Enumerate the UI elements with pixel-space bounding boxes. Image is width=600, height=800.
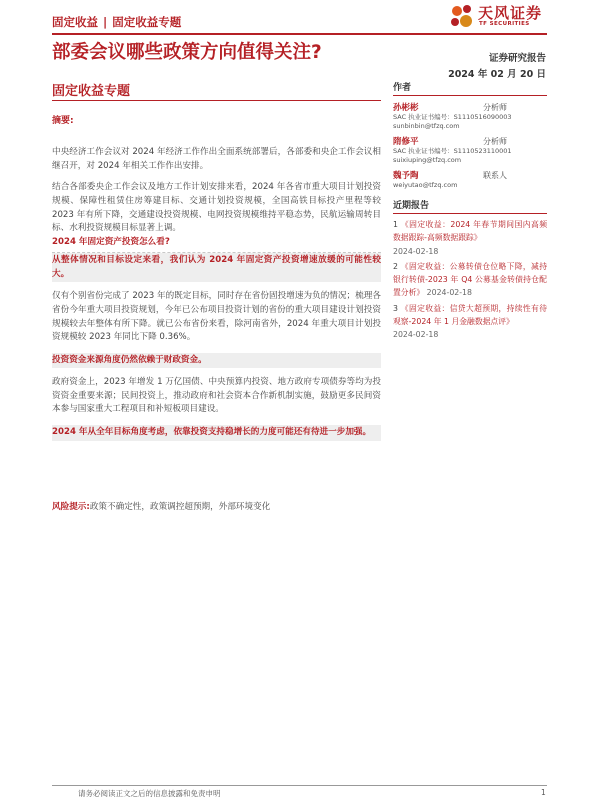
author-name: 孙彬彬 bbox=[393, 103, 419, 113]
brand-name-cn: 天风证券 bbox=[478, 4, 543, 22]
breadcrumb-separator: | bbox=[103, 15, 108, 29]
tf-logo-mark-icon bbox=[448, 3, 476, 31]
recent-report-date: 2024-02-18 bbox=[426, 288, 472, 298]
author-role: 联系人 bbox=[483, 170, 507, 180]
highlight-conclusion-1: 从整体情况和目标设定来看，我们认为 2024 年固定资产投资增速放缓的可能性较大。 bbox=[52, 253, 381, 282]
recent-reports-heading: 近期报告 bbox=[393, 201, 430, 211]
authors-heading: 作者 bbox=[393, 83, 412, 93]
recent-report-item[interactable] bbox=[393, 260, 547, 300]
abstract-paragraph-2: 结合各部委央企工作会议及地方工作计划安排来看，2024 年各省市重大项目计划投资规模、保障性租赁住房筹建目标、交通计划投资规模，全国高铁目标投产里程等较 2023 年有所下降，交通建设投资规模、电网投资规模维持平稳态势，民航运输周转目标、水利投资规模目标显著上调。 bbox=[52, 182, 381, 234]
footer-disclaimer: 请务必阅读正文之后的信息披露和免责申明 bbox=[78, 789, 221, 798]
report-subject: 固定收益专题 bbox=[52, 84, 131, 99]
author-cert: SAC 执业证书编号：S1110516090003 bbox=[393, 113, 512, 121]
abstract-label: 摘要: bbox=[52, 116, 74, 126]
author-cert: SAC 执业证书编号：S1110523110001 bbox=[393, 146, 512, 155]
breadcrumb-subcategory: 固定收益专题 bbox=[112, 15, 182, 29]
section-question: 2024 年固定资产投资怎么看? bbox=[52, 236, 381, 254]
recent-report-number: 2 bbox=[393, 261, 398, 271]
author-name: 魏予陶 bbox=[393, 170, 419, 181]
abstract-body bbox=[52, 104, 381, 441]
highlight-conclusion-3: 2024 年从全年目标角度考虑，依靠投资支持稳增长的力度可能还有待进一步加强。 bbox=[52, 425, 381, 441]
highlight-conclusion-2: 投资资金来源角度仍然依赖于财政资金。 bbox=[52, 353, 381, 369]
recent-reports-section bbox=[393, 198, 547, 343]
recent-report-item[interactable] bbox=[393, 218, 547, 258]
abstract-paragraph-3: 仅有个别省份完成了 2023 年的既定目标，同时存在省份固投增速为负的情况；梳理各省份今年重大项目投资规划，今年已公布项目投资计划的省份的重大项目建设计划投资规模较去年整体有所下降。就已公布省份来看，除河南省外，2024 年重大项目计划投资规模较 2023 年同比下降 0.36%。 bbox=[52, 291, 381, 343]
recent-report-date: 2024-02-18 bbox=[393, 330, 439, 339]
recent-report-number: 1 bbox=[393, 220, 398, 229]
authors-rule bbox=[393, 95, 547, 96]
risk-text: 政策不确定性，政策调控超预期，外部环境变化 bbox=[89, 502, 271, 512]
brand-name-en: TF SECURITIES bbox=[479, 21, 530, 27]
authors-section bbox=[393, 80, 547, 190]
author-email[interactable]: sunbinbin@tfzq.com bbox=[393, 122, 460, 131]
author-card bbox=[393, 169, 547, 190]
footer-rule bbox=[52, 785, 547, 786]
report-type: 证券研究报告 bbox=[488, 53, 546, 64]
header-rule bbox=[52, 33, 547, 35]
recent-report-link[interactable]: 《固定收益：公募转债仓位略下降，减持银行转债-2023 年 Q4 公募基金转债持仓配置分析》 bbox=[393, 261, 547, 298]
recent-report-item[interactable] bbox=[393, 302, 547, 342]
recent-report-number: 3 bbox=[393, 303, 398, 313]
abstract-paragraph-4: 政府资金上，2023 年增发 1 万亿国债、中央预算内投资、地方政府专项债券等均为投资资金重要来源；民间投资上，推动政府和社会资本合作新机制实施，鼓励更多民间资本参与国家重大工程项目和补短板项目建设。 bbox=[52, 377, 381, 415]
breadcrumb bbox=[52, 14, 181, 30]
risk-label: 风险提示: bbox=[52, 502, 90, 512]
breadcrumb-category: 固定收益 bbox=[52, 15, 98, 29]
author-card bbox=[393, 135, 547, 166]
author-email[interactable]: suixiuping@tfzq.com bbox=[393, 156, 462, 165]
author-role: 分析师 bbox=[483, 103, 507, 112]
subject-rule bbox=[52, 100, 381, 101]
report-title: 部委会议哪些政策方向值得关注? bbox=[52, 42, 322, 63]
author-card bbox=[393, 101, 547, 132]
recent-report-link[interactable]: 《固定收益：2024 年春节期间国内高频数据跟踪-高频数据跟踪》 bbox=[393, 220, 547, 243]
author-name: 隋修平 bbox=[393, 136, 419, 147]
recent-report-date: 2024-02-18 bbox=[393, 246, 439, 256]
report-date: 2024 年 02 月 20 日 bbox=[448, 69, 546, 80]
risk-warning bbox=[52, 501, 381, 514]
author-email[interactable]: weiyutao@tfzq.com bbox=[393, 180, 458, 189]
author-role: 分析师 bbox=[483, 136, 507, 146]
page-number: 1 bbox=[541, 788, 546, 797]
recent-reports-rule bbox=[393, 213, 547, 214]
recent-report-link[interactable]: 《固定收益：信贷大超预期，持续性有待观察-2024 年 1 月金融数据点评》 bbox=[393, 303, 547, 326]
abstract-paragraph-1: 中央经济工作会议对 2024 年经济工作作出全面系统部署后，各部委和央企工作会议相继召开，对 2024 年相关工作作出安排。 bbox=[52, 147, 381, 171]
